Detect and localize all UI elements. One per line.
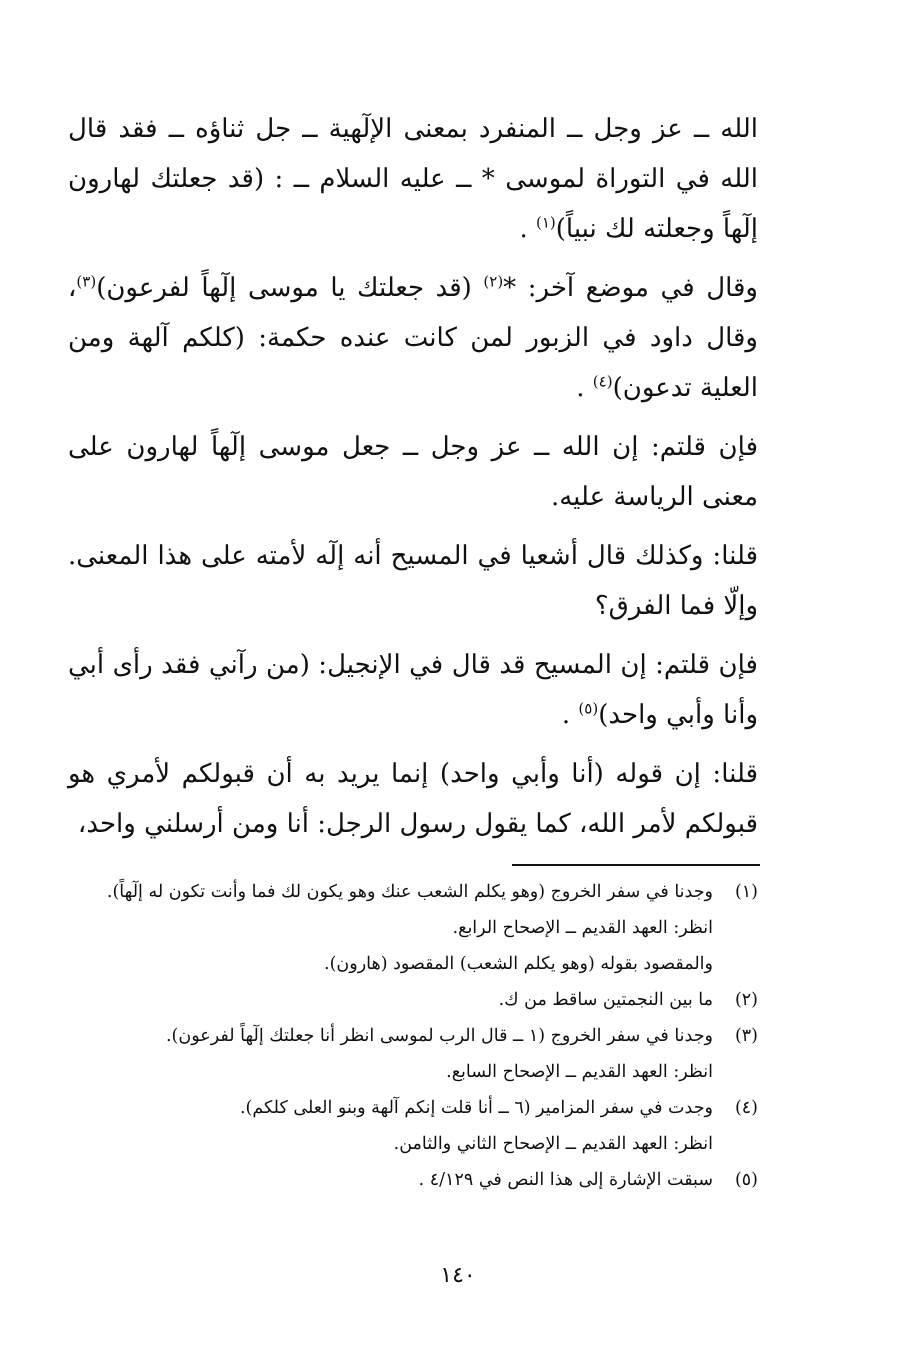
footnote-line: انظر: العهد القديم ــ الإصحاح الرابع. bbox=[452, 918, 713, 938]
paragraph-5 bbox=[68, 640, 758, 740]
footnote-3 bbox=[68, 1018, 758, 1090]
footnote-body bbox=[68, 982, 713, 1018]
paragraph-text: فإن قلتم: إن المسيح قد قال في الإنجيل: (من رآني فقد رأى أبي وأنا وأبي واحد) bbox=[68, 650, 758, 730]
paragraph-text: قلنا: وكذلك قال أشعيا في المسيح أنه إلٓه لأمته على هذا المعنى. وإلّا فما الفرق؟ bbox=[68, 541, 758, 621]
footnote-line: انظر: العهد القديم ــ الإصحاح الثاني والثامن. bbox=[393, 1134, 713, 1154]
paragraph-text: فإن قلتم: إن الله ــ عز وجل ــ جعل موسى إلٓهاً لهارون على معنى الرياسة عليه. bbox=[68, 432, 758, 512]
footnote-line: وجدنا في سفر الخروج (١ ــ قال الرب لموسى انظر أنا جعلتك إلٓهاً لفرعون). bbox=[165, 1026, 713, 1046]
paragraph-text: الله ــ عز وجل ــ المنفرد بمعنى الإلٓهية ــ جل ثناؤه ــ فقد قال الله في التوراة لموسى * ــ عليه السلام ــ : (قد جعلتك لهارون إلٓهاً وجعلته لك نبياً) bbox=[68, 114, 758, 244]
footnote-ref-1: (١) bbox=[535, 213, 556, 232]
footnote-ref-5: (٥) bbox=[578, 699, 599, 718]
paragraph-text: . bbox=[576, 373, 593, 403]
paragraph-text: . bbox=[561, 700, 579, 730]
footnote-2 bbox=[68, 982, 758, 1018]
footnote-number: (٤) bbox=[734, 1098, 758, 1118]
footnote-divider bbox=[512, 864, 760, 866]
footnote-ref-2: (٢) bbox=[483, 272, 504, 291]
footnote-line: سبقت الإشارة إلى هذا النص في ٤/١٢٩ . bbox=[418, 1170, 713, 1190]
footnote-4 bbox=[68, 1090, 758, 1162]
footnote-number: (١) bbox=[734, 882, 758, 902]
footnote-line: والمقصود بقوله (وهو يكلم الشعب) المقصود (هارون). bbox=[324, 954, 713, 974]
paragraph-3 bbox=[68, 422, 758, 522]
footnote-number: (٥) bbox=[734, 1170, 758, 1190]
paragraph-1 bbox=[68, 104, 758, 254]
paragraph-4 bbox=[68, 531, 758, 631]
paragraph-2 bbox=[68, 263, 758, 413]
paragraph-text: . bbox=[519, 214, 536, 244]
footnote-ref-3: (٣) bbox=[76, 272, 97, 291]
paragraph-text: ، وقال داود في الزبور لمن كانت عنده حكمة: (كلكم آلهة ومن العلية تدعون) bbox=[68, 273, 758, 403]
footnote-body bbox=[68, 1018, 713, 1090]
footnote-ref-4: (٤) bbox=[592, 372, 613, 391]
footnote-1 bbox=[68, 874, 758, 982]
paragraph-text: (قد جعلتك يا موسى إلٓهاً لفرعون) bbox=[96, 273, 484, 303]
paragraph-text: قلنا: إن قوله (أنا وأبي واحد) إنما يريد به أن قبولكم لأمري هو قبولكم لأمر الله، كما يقول رسول الرجل: أنا ومن أرسلني واحد، bbox=[68, 759, 758, 839]
footnote-line: انظر: العهد القديم ــ الإصحاح السابع. bbox=[446, 1062, 713, 1082]
footnote-number: (٢) bbox=[734, 990, 758, 1010]
paragraph-text: وقال في موضع آخر: * bbox=[503, 273, 758, 303]
paragraph-6 bbox=[68, 749, 758, 849]
footnotes bbox=[68, 874, 758, 1198]
footnote-line: وجدت في سفر المزامير (٦ ــ أنا قلت إنكم آلهة وبنو العلى كلكم). bbox=[239, 1098, 713, 1118]
footnote-body bbox=[68, 874, 713, 982]
footnote-body bbox=[68, 1162, 713, 1198]
main-text bbox=[68, 104, 758, 858]
page-number: ١٤٠ bbox=[440, 1263, 476, 1288]
footnote-line: وجدنا في سفر الخروج (وهو يكلم الشعب عنك وهو يكون لك فما وأنت تكون له إلٓهاً). bbox=[106, 882, 713, 902]
footnote-body bbox=[68, 1090, 713, 1162]
footnote-line: ما بين النجمتين ساقط من ك. bbox=[498, 990, 713, 1010]
footnote-number: (٣) bbox=[734, 1026, 758, 1046]
footnote-5 bbox=[68, 1162, 758, 1198]
